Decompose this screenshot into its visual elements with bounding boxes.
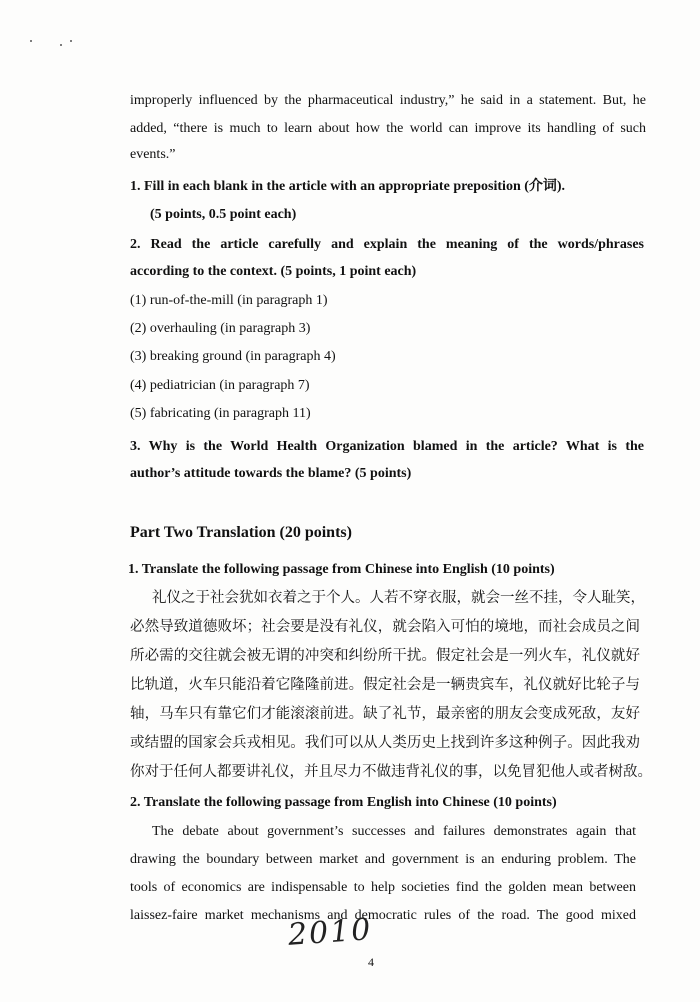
handwritten-year: 2010 bbox=[286, 912, 374, 953]
question-2-item: (3) breaking ground (in paragraph 4) bbox=[130, 349, 336, 364]
article-line: improperly influenced by the pharmaceutical industry,” he said in a statement. But, he bbox=[130, 93, 646, 108]
chinese-passage-line: 所必需的交往就会被无谓的冲突和纠纷所干扰。假定社会是一列火车，礼仪就好 bbox=[130, 648, 640, 664]
chinese-passage-line: 礼仪之于社会犹如衣着之于个人。人若不穿衣服，就会一丝不挂，令人耻笑， bbox=[152, 590, 645, 606]
page-number: 4 bbox=[368, 955, 374, 969]
question-1: 1. Fill in each blank in the article with an appropriate preposition (介词). bbox=[130, 179, 566, 194]
question-2-item: (4) pediatrician (in paragraph 7) bbox=[130, 378, 310, 393]
question-2-item: (1) run-of-the-mill (in paragraph 1) bbox=[130, 293, 328, 308]
chinese-passage-line: 轴，马车只有靠它们才能滚滚前进。缺了礼节，最亲密的朋友会变成死敌，友好 bbox=[130, 706, 640, 722]
question-2-points: according to the context. (5 points, 1 point each) bbox=[130, 264, 417, 279]
question-2-item: (5) fabricating (in paragraph 11) bbox=[130, 406, 311, 421]
chinese-passage-line: 你对于任何人都要讲礼仪，并且尽力不做违背礼仪的事，以免冒犯他人或者树敌。 bbox=[130, 764, 652, 780]
scan-speck bbox=[30, 40, 32, 42]
question-2: 2. Read the article carefully and explain the meaning of the words/phrases bbox=[130, 237, 644, 252]
chinese-passage-line: 或结盟的国家会兵戎相见。我们可以从人类历史上找到许多这种例子。因此我劝 bbox=[130, 735, 640, 751]
chinese-passage-line: 比轨道，火车只能沿着它隆隆前进。假定社会是一辆贵宾车，礼仪就好比轮子与 bbox=[130, 677, 640, 693]
question-1-points: (5 points, 0.5 point each) bbox=[150, 207, 297, 222]
article-line: added, “there is much to learn about how the world can improve its handling of such bbox=[130, 121, 646, 136]
question-3: 3. Why is the World Health Organization blamed in the article? What is the bbox=[130, 439, 644, 454]
english-passage-line: tools of economics are indispensable to help societies find the golden mean between bbox=[130, 880, 636, 895]
question-3-points: author’s attitude towards the blame? (5 points) bbox=[130, 466, 412, 481]
chinese-passage-line: 必然导致道德败坏；社会要是没有礼仪，就会陷入可怕的境地，而社会成员之间 bbox=[130, 619, 640, 635]
translation-2-heading: 2. Translate the following passage from English into Chinese (10 points) bbox=[130, 795, 557, 810]
scan-speck bbox=[60, 44, 62, 46]
english-passage-line: drawing the boundary between market and government is an enduring problem. The bbox=[130, 852, 636, 867]
english-passage-line: laissez-faire market mechanisms and democratic rules of the road. The good mixed bbox=[130, 908, 636, 923]
translation-1-heading: 1. Translate the following passage from Chinese into English (10 points) bbox=[128, 562, 555, 577]
article-line: events.” bbox=[130, 147, 176, 162]
scan-speck bbox=[70, 40, 72, 42]
question-2-item: (2) overhauling (in paragraph 3) bbox=[130, 321, 311, 336]
part-two-heading: Part Two Translation (20 points) bbox=[130, 524, 352, 541]
english-passage-line: The debate about government’s successes and failures demonstrates again that bbox=[152, 824, 636, 839]
